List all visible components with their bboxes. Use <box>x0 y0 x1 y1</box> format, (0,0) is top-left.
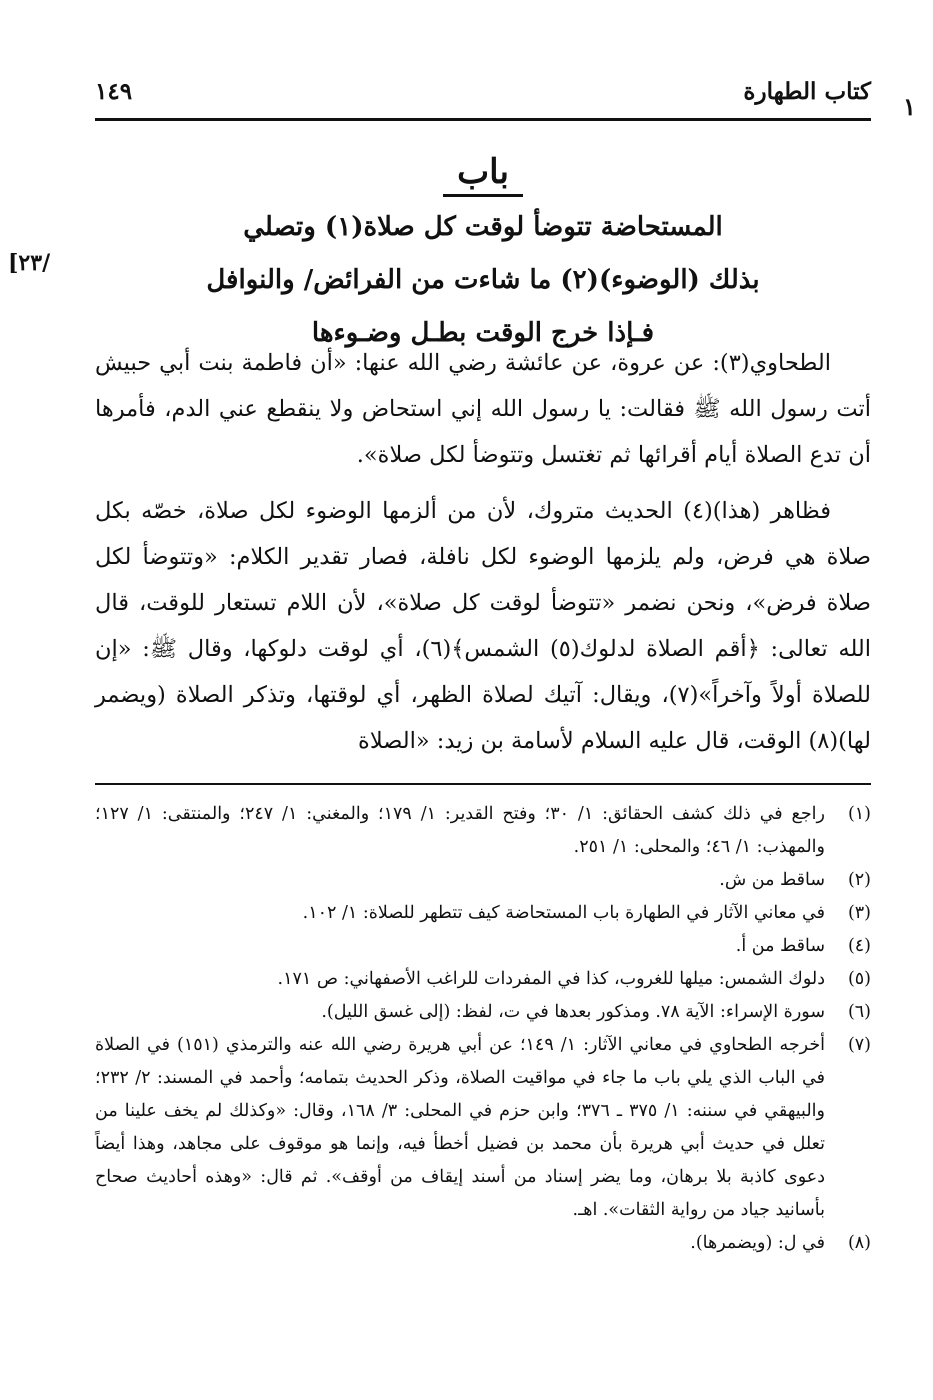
chapter-title-line: بذلك (الوضوء)(٢) ما شاءت من الفرائض/ والنوافل <box>206 265 760 295</box>
footnote <box>95 1227 871 1260</box>
footnote-text: أخرجه الطحاوي في معاني الآثار: ١/ ١٤٩؛ عن أبي هريرة رضي الله عنه والترمذي (١٥١) في الصلاة في الباب الذي يلي باب ما جاء في مواقيت الصلاة، وذكر الحديث بتمامه؛ وأحمد في المسند: ٢/ ٢٣٢؛ والبيهقي في سننه: ١/ ٣٧٥ ـ ٣٧٦؛ وابن حزم في المحلى: ٣/ ١٦٨، وقال: «وكذلك لم يخف علينا من تعلل في حديث أبي هريرة بأن محمد بن فضيل أخطأ فيه، وإنما هو موقوف على مجاهد، وهذا أيضاً دعوى كاذبة بلا برهان، وما يضر إسناد من أسند إيقاف من أوقف». ثم قال: «وهذه أحاديث صحاح بأسانيد جياد من رواية الثقات». اهـ. <box>95 1035 826 1220</box>
chapter-title-line: فـإذا خرج الوقت بطـل وضـوءها <box>311 318 655 348</box>
footnote-number: (٧) <box>847 1035 871 1055</box>
footnote-text: في ل: (ويضمرها). <box>690 1233 825 1253</box>
book-title: كتاب الطهارة <box>743 78 871 105</box>
chapter-heading <box>95 150 871 360</box>
chapter-underline <box>443 194 523 197</box>
footnote-number: (٣) <box>847 903 871 923</box>
footnote-text: ساقط من أ. <box>735 936 825 956</box>
footnote-number: (٢) <box>847 870 871 890</box>
main-text <box>95 340 871 764</box>
footnote <box>95 996 871 1029</box>
page-number: ١٤٩ <box>95 78 133 105</box>
footnote-text: دلوك الشمس: ميلها للغروب، كذا في المفردات للراغب الأصفهاني: ص ١٧١. <box>277 969 825 989</box>
chapter-title-line: المستحاضة تتوضأ لوقت كل صلاة(١) وتصلي <box>243 212 723 242</box>
footnote <box>95 963 871 996</box>
body-paragraph: فظاهر (هذا)(٤) الحديث متروك، لأن من ألزمها الوضوء لكل صلاة، خصّه بكل صلاة هي فرض، ولم يلزمها الوضوء لكل نافلة، فصار تقدير الكلام: «وتتوضأ لكل صلاة فرض»، ونحن نضمر «تتوضأ لوقت كل صلاة»، لأن اللام تستعار للوقت، قال الله تعالى: ﴿أقم الصلاة لدلوك(٥) الشمس﴾(٦)، أي لوقت دلوكها، وقال ﷺ: «إن للصلاة أولاً وآخراً»(٧)، ويقال: آتيك لصلاة الظهر، أي لوقتها، وتذكر الصلاة (ويضمر لها)(٨) الوقت، قال عليه السلام لأسامة بن زيد: «الصلاة <box>95 498 872 754</box>
chapter-word: باب <box>457 152 509 192</box>
footnote-number: (٨) <box>847 1233 871 1253</box>
footnote <box>95 897 871 930</box>
footnote-divider <box>95 783 871 785</box>
footnote-number: (٤) <box>847 936 871 956</box>
footnotes <box>95 798 871 1260</box>
footnote-text: ساقط من ش. <box>719 870 825 890</box>
footnote <box>95 930 871 963</box>
corner-mark: ١ <box>903 92 916 121</box>
footnote-number: (١) <box>847 804 871 824</box>
footnote-number: (٥) <box>847 969 871 989</box>
header-divider <box>95 118 871 121</box>
footnote-number: (٦) <box>847 1002 871 1022</box>
footnote-text: سورة الإسراء: الآية ٧٨. ومذكور بعدها في ت، لفظ: (إلى غسق الليل). <box>321 1002 825 1022</box>
margin-reference: [٢٣/ <box>8 250 51 276</box>
body-paragraph: الطحاوي(٣): عن عروة، عن عائشة رضي الله عنها: «أن فاطمة بنت أبي حبيش أتت رسول الله ﷺ فقالت: يا رسول الله إني استحاض ولا ينقطع عني الدم، فأمرها أن تدع الصلاة أيام أقرائها ثم تغتسل وتتوضأ لكل صلاة». <box>95 350 871 468</box>
footnote <box>95 798 871 864</box>
footnote-text: في معاني الآثار في الطهارة باب المستحاضة كيف تتطهر للصلاة: ١/ ١٠٢. <box>302 903 825 923</box>
footnote <box>95 1029 871 1227</box>
footnote-text: راجع في ذلك كشف الحقائق: ١/ ٣٠؛ وفتح القدير: ١/ ١٧٩؛ والمغني: ١/ ٢٤٧؛ والمنتقى: ١/ ١٢٧؛ والمهذب: ١/ ٤٦؛ والمحلى: ١/ ٢٥١. <box>95 804 825 857</box>
footnote <box>95 864 871 897</box>
running-header <box>95 70 871 120</box>
